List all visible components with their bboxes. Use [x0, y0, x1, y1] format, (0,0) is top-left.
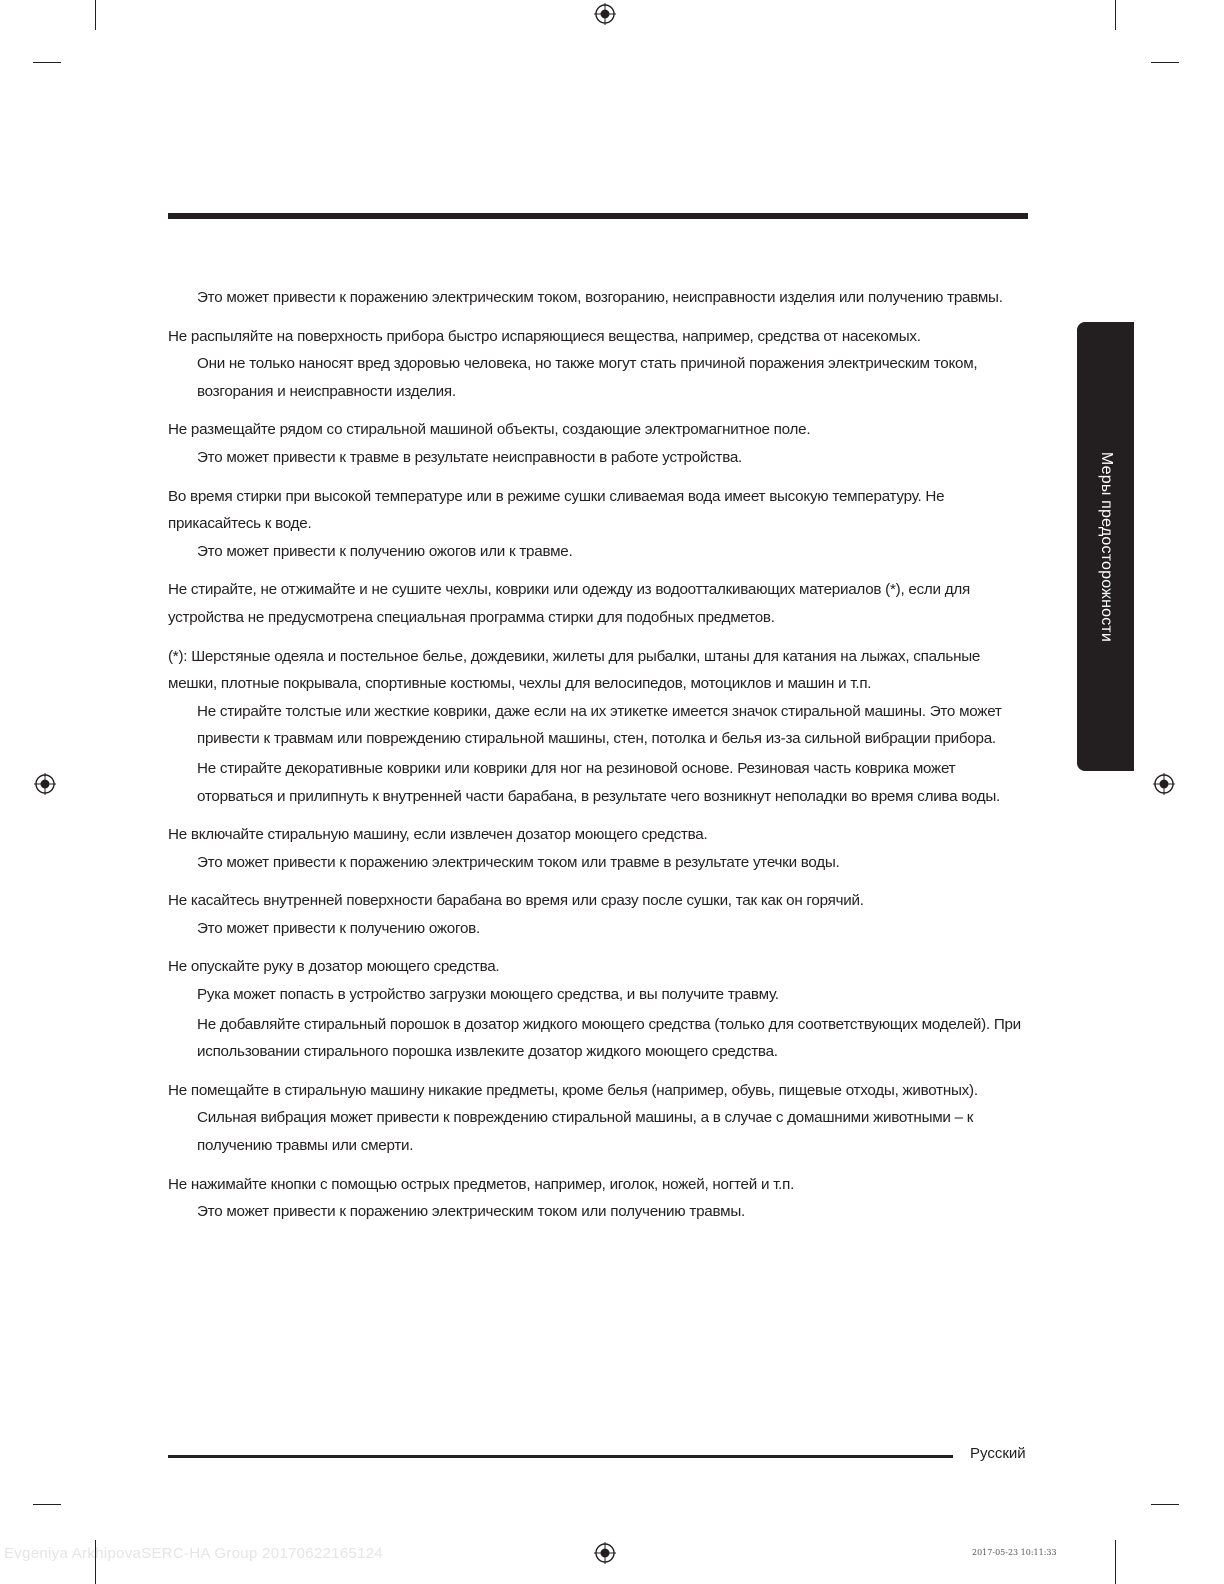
registration-mark-icon [594, 3, 616, 25]
warning-block [168, 576, 1030, 631]
warning-note: Рука может попасть в устройство загрузки моющего средства, и вы получите травму. [197, 986, 779, 1004]
registration-mark-icon [594, 1542, 616, 1564]
crop-mark [1151, 62, 1179, 63]
crop-mark [1115, 1540, 1116, 1584]
warning-text: Не включайте стиральную машину, если извлечен дозатор моющего средства. [168, 826, 708, 844]
warning-block [168, 483, 1030, 566]
registration-mark-icon [34, 773, 56, 795]
warning-note: Это может привести к поражению электрическим током или получению травмы. [197, 1203, 745, 1221]
warning-block [168, 643, 1030, 811]
warning-note: Это может привести к получению ожогов или к травме. [197, 542, 573, 560]
warning-block [168, 1077, 1030, 1160]
registration-mark-icon [1153, 773, 1175, 795]
print-stamp-right: 2017-05-23 10:11:33 [972, 1548, 1057, 1557]
warning-text: Не распыляйте на поверхность прибора быстро испаряющиеся вещества, например, средства от насекомых. [168, 327, 921, 345]
language-label: Русский [970, 1445, 1026, 1462]
warning-note: Это может привести к поражению электрическим током или травме в результате утечки воды. [197, 853, 840, 871]
warning-text: Не нажимайте кнопки с помощью острых предметов, например, иголок, ножей, ногтей и т.п. [168, 1175, 795, 1193]
warning-text: Не стирайте, не отжимайте и не сушите чехлы, коврики или одежду из водоотталкивающих материалов (*), если для устройства не предусмотрена специальная программа стирки для подобных предметов. [168, 581, 970, 626]
warning-note: Сильная вибрация может привести к повреждению стиральной машины, а в случае с домашними животными – к получению травмы или смерти. [197, 1109, 974, 1155]
top-rule [168, 213, 1028, 219]
bottom-rule [168, 1455, 953, 1458]
warning-text: Во время стирки при высокой температуре или в режиме сушки сливаемая вода имеет высокую температуру. Не прикасайтесь к воде. [168, 487, 945, 533]
warning-text: Не размещайте рядом со стиральной машиной объекты, создающие электромагнитное поле. [168, 421, 811, 439]
warning-note: Это может привести к поражению электрическим током, возгоранию, неисправности изделия или получению травмы. [197, 289, 1003, 306]
warning-note: Не добавляйте стиральный порошок в дозатор жидкого моющего средства (только для соответствующих моделей). При использовании стирального порошка извлеките дозатор жидкого моющего средства. [197, 1015, 1021, 1061]
warning-text: Не опускайте руку в дозатор моющего средства. [168, 958, 500, 976]
warning-note: Это может привести к травме в результате неисправности в работе устройства. [197, 448, 743, 466]
warning-block [168, 1171, 1030, 1226]
section-side-tab [1077, 322, 1134, 771]
warning-block [168, 323, 1030, 406]
crop-mark [1115, 0, 1116, 30]
crop-mark [33, 62, 61, 63]
warning-text: Не касайтесь внутренней поверхности барабана во время или сразу после сушки, так как он горячий. [168, 892, 864, 910]
crop-mark [95, 0, 96, 30]
print-stamp-left: Evgeniya ArkhipovaSERC-HA Group 20170622165124 [4, 1545, 384, 1562]
warning-block [168, 284, 1030, 312]
section-side-tab-label: Меры предосторожности [1097, 451, 1115, 642]
warning-text: Не помещайте в стиральную машину никакие предметы, кроме белья (например, обувь, пищевые отходы, животных). [168, 1081, 978, 1099]
safety-content [168, 284, 1030, 1237]
warning-block [168, 416, 1030, 471]
crop-mark [1151, 1504, 1179, 1505]
warning-note: Не стирайте толстые или жесткие коврики, даже если на их этикетке имеется значок стиральной машины. Это может привести к травмам или повреждению стиральной машины, стен, потолка и белья из-за сильной вибрации прибора. [197, 702, 1002, 748]
warning-note: Не стирайте декоративные коврики или коврики для ног на резиновой основе. Резиновая часть коврика может оторваться и прилипнуть к внутренней части барабана, в результате чего возникнут неполадки во время слива воды. [197, 759, 1000, 805]
warning-block [168, 887, 1030, 942]
crop-mark [33, 1504, 61, 1505]
footnote-text: (*): Шерстяные одеяла и постельное белье, дождевики, жилеты для рыбалки, штаны для катания на лыжах, спальные мешки, плотные покрывала, спортивные костюмы, чехлы для велосипедов, мотоциклов и машин и т.п. [168, 647, 981, 693]
warning-note: Они не только наносят вред здоровью человека, но также могут стать причиной поражения электрическим током, возгорания и неисправности изделия. [197, 355, 978, 400]
warning-note: Это может привести к получению ожогов. [197, 919, 480, 937]
warning-block [168, 953, 1030, 1065]
warning-block [168, 821, 1030, 876]
